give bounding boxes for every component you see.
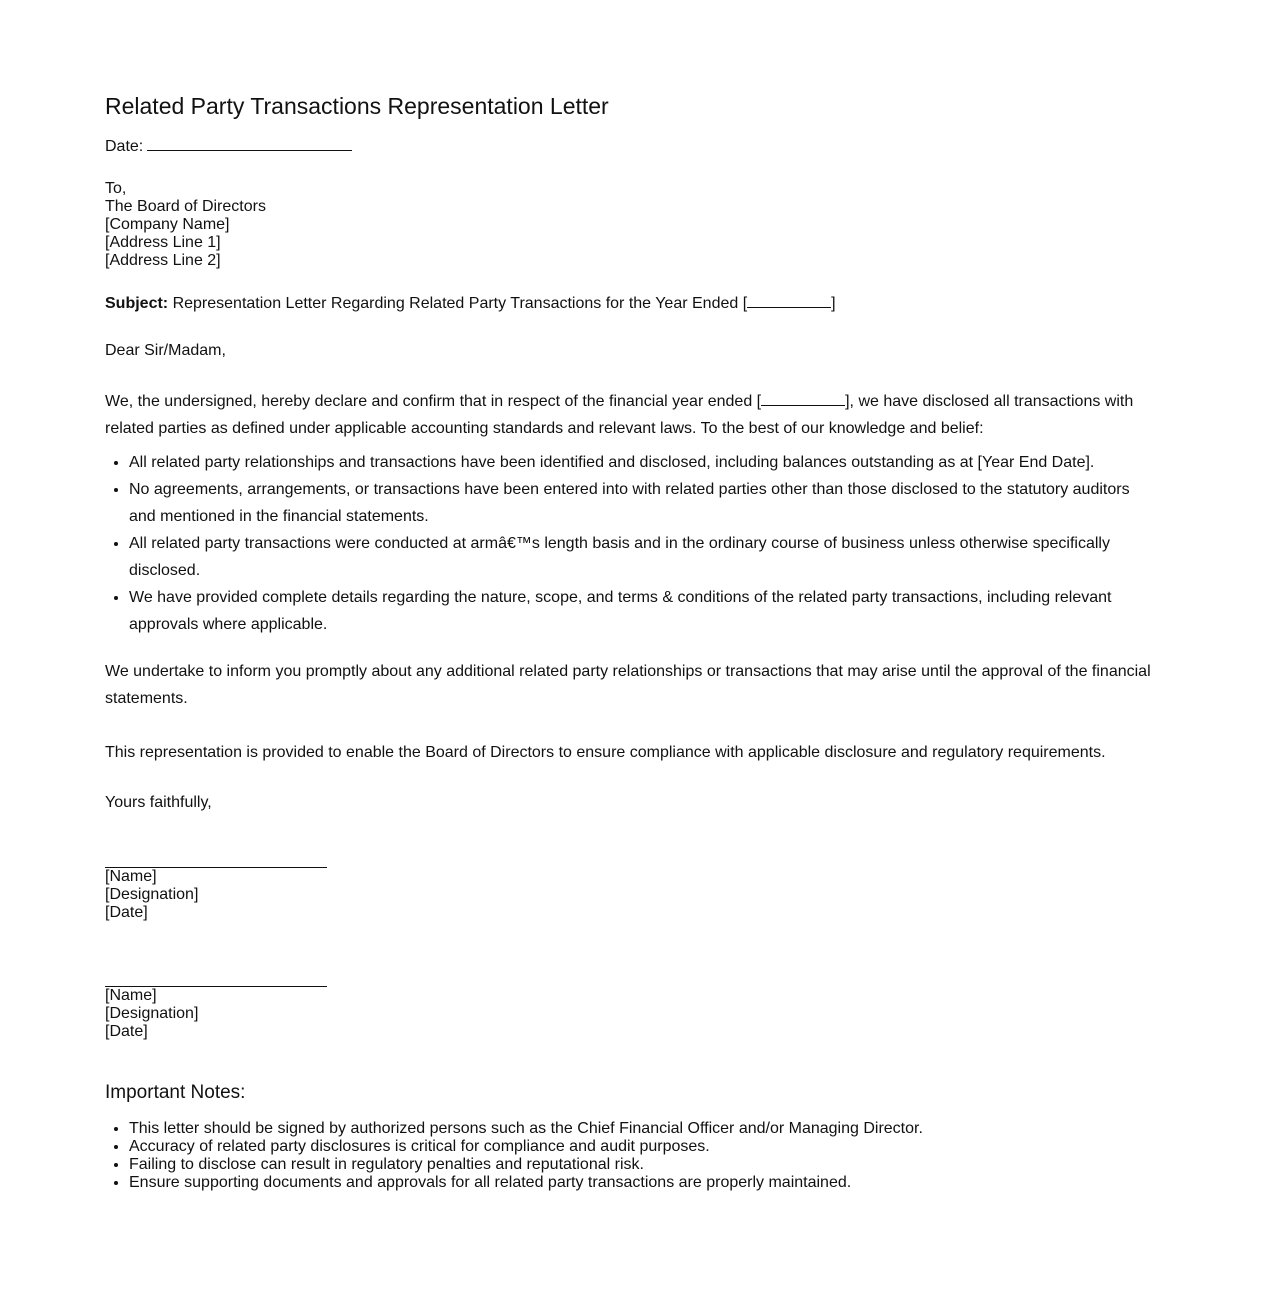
list-item: • All related party transactions were conducted at armâ€™s length basis and in the ordinary course of business unless otherwise specifically disclosed. (129, 530, 1160, 584)
signatory-date: [Date] (105, 904, 148, 921)
address-company: [Company Name] (105, 216, 230, 233)
intro-text-before: We, the undersigned, hereby declare and confirm that in respect of the financial year ended [ (105, 393, 762, 410)
list-item: • All related party relationships and transactions have been identified and disclosed, including balances outstanding as at [Year End Date]. (129, 449, 1160, 476)
subject-line (105, 293, 1160, 314)
letter-content (105, 90, 1160, 1192)
subject-close: ] (831, 295, 836, 312)
signature-block-1 (105, 867, 1160, 922)
subject-text: Representation Letter Regarding Related Party Transactions for the Year Ended [ (172, 295, 748, 312)
undertaking-paragraph: We undertake to inform you promptly about any additional related party relationships or transactions that may arise until the approval of the financial statements. (105, 663, 1151, 707)
list-item: • We have provided complete details regarding the nature, scope, and terms & conditions of the related party transactions, including relevant approvals where applicable. (129, 584, 1160, 638)
closing: Yours faithfully, (105, 794, 212, 811)
list-item: • Ensure supporting documents and approvals for all related party transactions are properly maintained. (129, 1174, 1160, 1192)
address-line-1: [Address Line 1] (105, 234, 221, 251)
representations-list (105, 449, 1160, 638)
date-blank-line (147, 136, 352, 151)
address-to: To, (105, 180, 127, 197)
page-title: Related Party Transactions Representation Letter (105, 93, 609, 119)
intro-blank-line (761, 391, 845, 406)
signatory-date: [Date] (105, 1023, 148, 1040)
salutation: Dear Sir/Madam, (105, 342, 226, 359)
address-block (105, 180, 1160, 270)
purpose-paragraph: This representation is provided to enable the Board of Directors to ensure compliance with applicable disclosure and regulatory requirements. (105, 744, 1106, 761)
signature-block-2 (105, 986, 1160, 1041)
list-item: • No agreements, arrangements, or transactions have been entered into with related parties other than those disclosed to the statutory auditors and mentioned in the financial statements. (129, 476, 1160, 530)
signatory-designation: [Designation] (105, 886, 199, 903)
notes-heading: Important Notes: (105, 1082, 246, 1103)
intro-text-after: ], we have disclosed all transactions with related parties as defined under applicable accounting standards and relevant laws. To the best of our knowledge and belief: (105, 393, 1134, 437)
intro-paragraph (105, 388, 1160, 442)
signatory-designation: [Designation] (105, 1005, 199, 1022)
list-item: • This letter should be signed by authorized persons such as the Chief Financial Officer and/or Managing Director. (129, 1120, 1160, 1138)
subject-label: Subject: (105, 295, 169, 312)
signatory-name: [Name] (105, 868, 157, 885)
list-item: • Failing to disclose can result in regulatory penalties and reputational risk. (129, 1156, 1160, 1174)
date-line (105, 136, 1160, 157)
list-item: • Accuracy of related party disclosures is critical for compliance and audit purposes. (129, 1138, 1160, 1156)
address-recipient: The Board of Directors (105, 198, 266, 215)
subject-blank-line (747, 293, 831, 308)
address-line-2: [Address Line 2] (105, 252, 221, 269)
date-label: Date: (105, 138, 144, 155)
signatory-name: [Name] (105, 987, 157, 1004)
notes-list (105, 1120, 1160, 1192)
